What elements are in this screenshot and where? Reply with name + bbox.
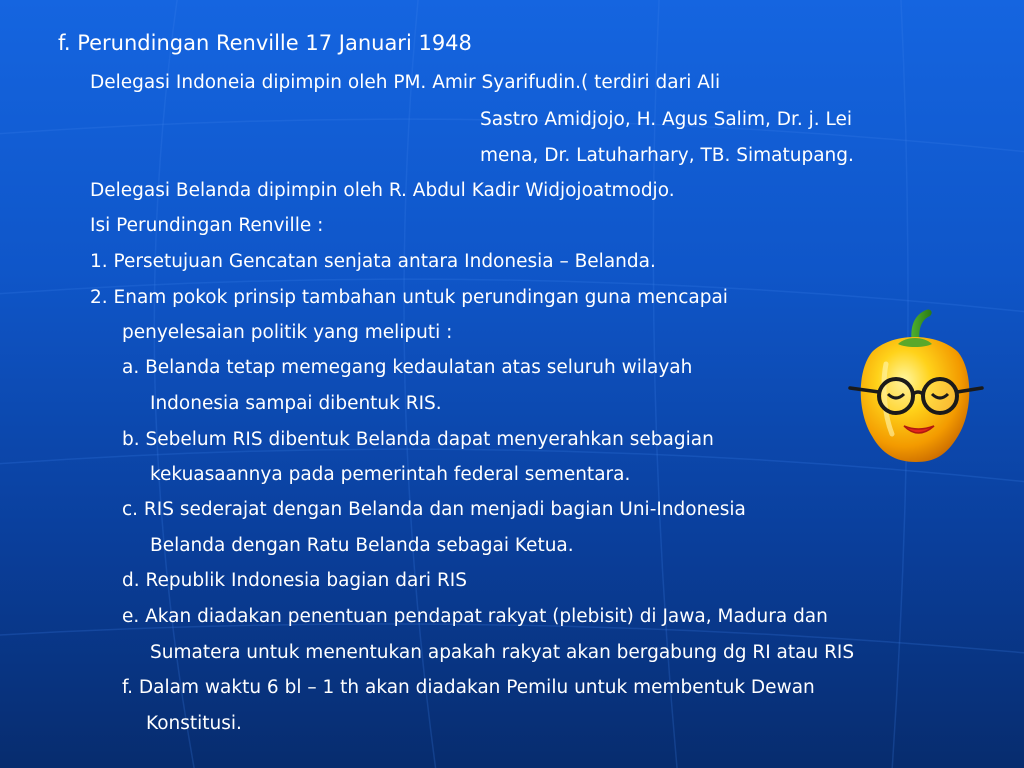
text-line-delegasi-indonesia-cont-1: Sastro Amidjojo, H. Agus Salim, Dr. j. Lei	[480, 109, 853, 130]
text-line-delegasi-belanda: Delegasi Belanda dipimpin oleh R. Abdul Kadir Widjojoatmodjo.	[90, 180, 675, 201]
list-item-2: 2. Enam pokok prinsip tambahan untuk perundingan guna mencapai	[90, 287, 728, 308]
list-item-2-cont: penyelesaian politik yang meliputi :	[122, 322, 453, 343]
sub-item-e-cont: Sumatera untuk menentukan apakah rakyat akan bergabung dg RI atau RIS	[150, 642, 855, 663]
list-item-1: 1. Persetujuan Gencatan senjata antara Indonesia – Belanda.	[90, 251, 656, 272]
text-line-delegasi-indonesia: Delegasi Indoneia dipimpin oleh PM. Amir Syarifudin.( terdiri dari Ali	[90, 72, 721, 93]
sub-item-c-cont: Belanda dengan Ratu Belanda sebagai Ketua.	[150, 535, 574, 556]
sub-item-e: e. Akan diadakan penentuan pendapat rakyat (plebisit) di Jawa, Madura dan	[122, 606, 828, 627]
sub-item-c: c. RIS sederajat dengan Belanda dan menjadi bagian Uni-Indonesia	[122, 499, 746, 520]
text-line-isi-perundingan: Isi Perundingan Renville :	[90, 215, 324, 236]
sub-item-f: f. Dalam waktu 6 bl – 1 th akan diadakan Pemilu untuk membentuk Dewan	[122, 677, 815, 698]
sub-item-a-cont: Indonesia sampai dibentuk RIS.	[150, 393, 442, 414]
text-line-delegasi-indonesia-cont-2: mena, Dr. Latuharhary, TB. Simatupang.	[480, 145, 854, 166]
sub-item-f-cont: Konstitusi.	[146, 713, 242, 734]
sub-item-b: b. Sebelum RIS dibentuk Belanda dapat menyerahkan sebagian	[122, 429, 714, 450]
pepper-with-glasses-icon	[842, 304, 986, 466]
slide-heading: f. Perundingan Renville 17 Januari 1948	[58, 31, 472, 55]
sub-item-a: a. Belanda tetap memegang kedaulatan atas seluruh wilayah	[122, 357, 693, 378]
sub-item-b-cont: kekuasaannya pada pemerintah federal sementara.	[150, 464, 631, 485]
sub-item-d: d. Republik Indonesia bagian dari RIS	[122, 570, 468, 591]
